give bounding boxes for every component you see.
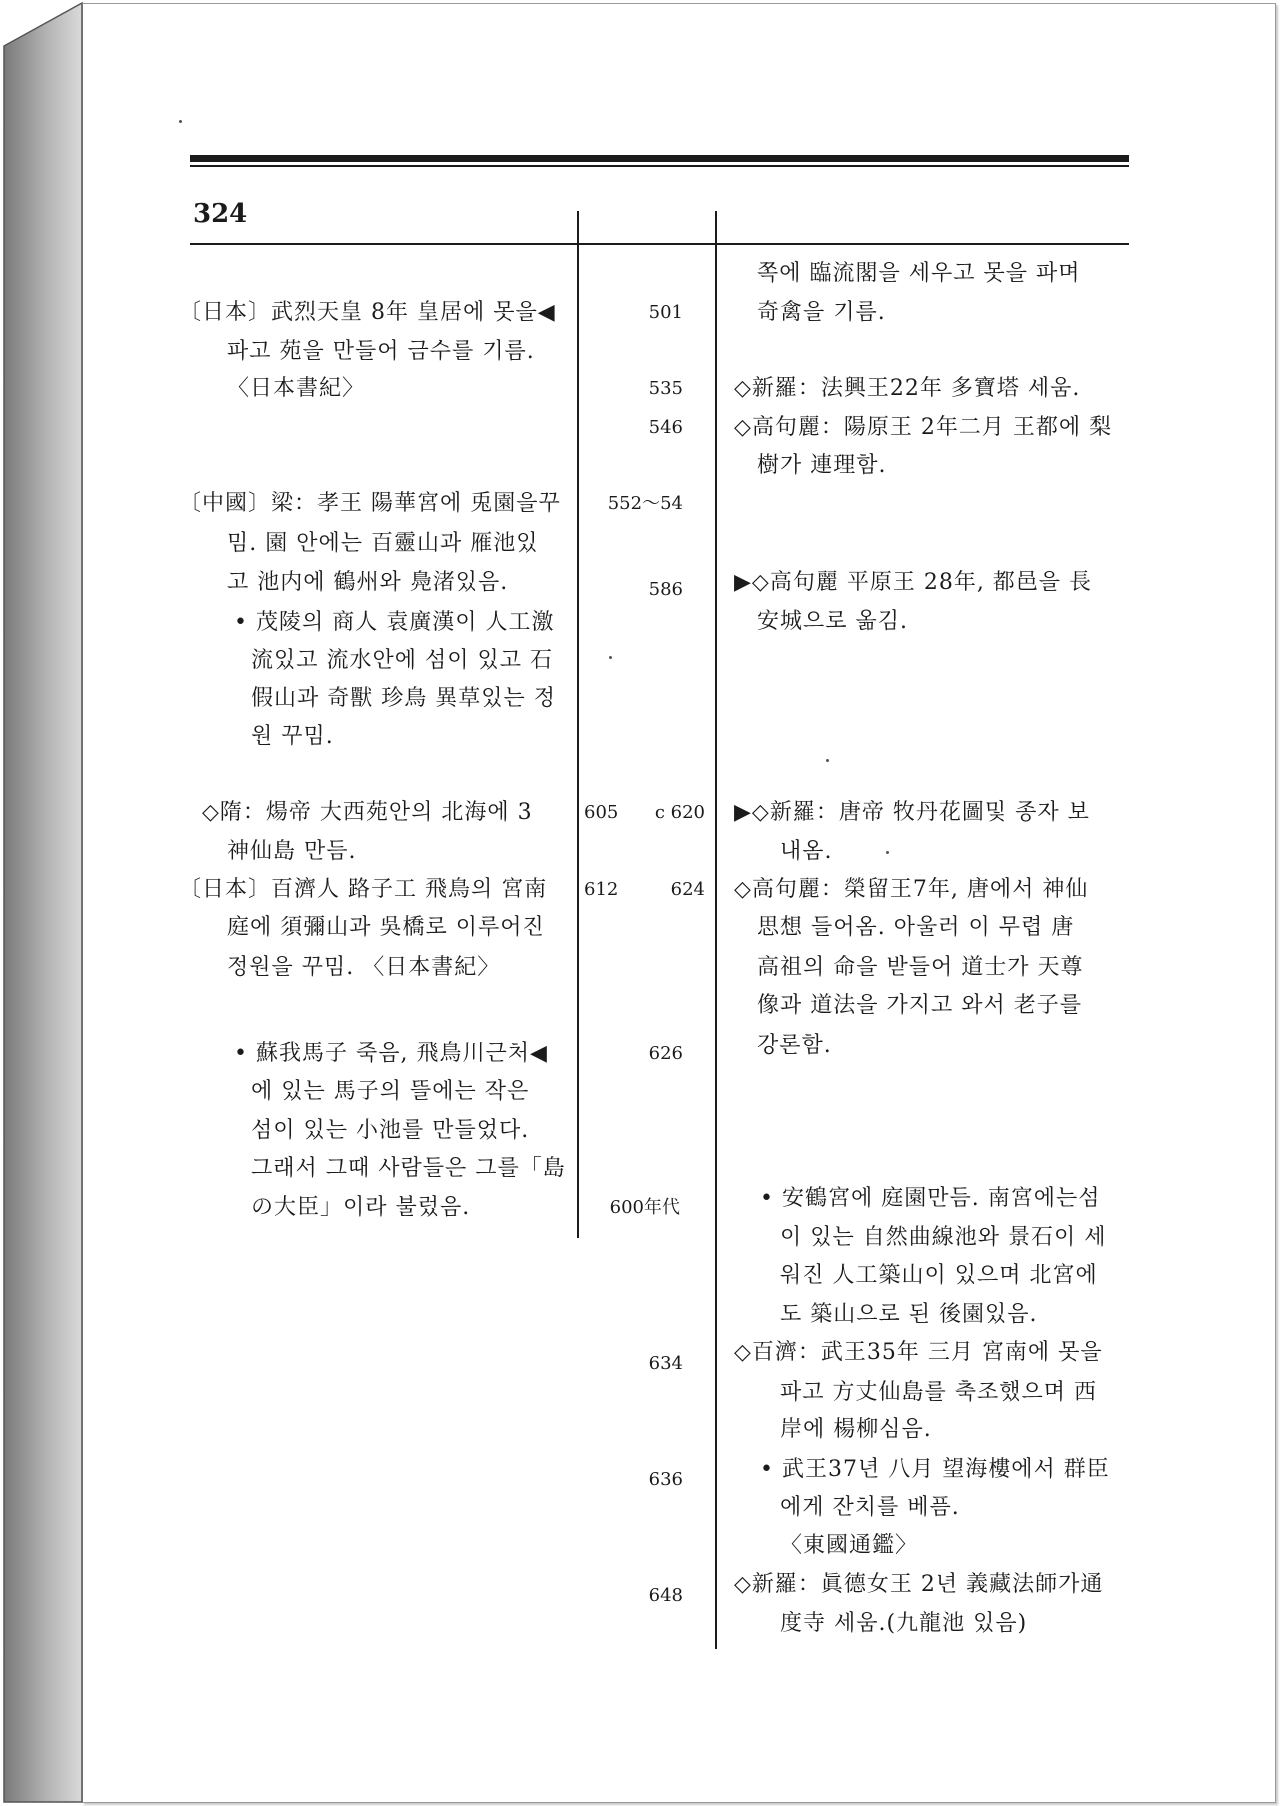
entry-line: 奇禽을 기름. <box>757 300 886 325</box>
left-column-divider <box>577 211 579 1238</box>
entry-line: 〔日本〕武烈天皇 8年 皇居에 못을◀ <box>179 300 556 325</box>
right-column-divider <box>715 211 717 1649</box>
header-double-rule-thin <box>190 165 1129 167</box>
entry-line: 도 築山으로 된 後園있음. <box>780 1302 1038 1327</box>
entry-line: 思想 들어옴. 아울러 이 무렵 唐 <box>757 915 1075 940</box>
scan-speck <box>886 851 889 854</box>
entry-line: 安城으로 옮김. <box>757 609 908 634</box>
year-label: c 620 <box>654 802 705 823</box>
entry-line: 파고 方丈仙島를 축조했으며 西 <box>780 1380 1097 1405</box>
entry-line: ◇新羅：眞德女王 2년 義藏法師가通 <box>734 1572 1104 1597</box>
year-label: 648 <box>648 1585 683 1606</box>
entry-line: 假山과 奇獸 珍鳥 異草있는 정 <box>251 686 556 711</box>
entry-line: 高祖의 命을 받들어 道士가 天尊 <box>757 955 1084 980</box>
scan-speck <box>826 759 829 762</box>
page-number: 324 <box>193 199 248 229</box>
entry-line: ◇百濟：武王35年 三月 宮南에 못을 <box>734 1340 1103 1365</box>
entry-line: 에 있는 馬子의 뜰에는 작은 <box>251 1079 530 1104</box>
year-label: 552～54 <box>607 493 683 514</box>
header-double-rule-thick <box>190 155 1129 162</box>
entry-line: 〔日本〕百濟人 路子工 飛鳥의 宮南 <box>179 877 548 902</box>
entry-line: 이 있는 自然曲線池와 景石이 세 <box>780 1225 1107 1250</box>
entry-line: 像과 道法을 가지고 와서 老子를 <box>757 993 1082 1018</box>
entry-line: ◇高句麗：陽原王 2年二月 王都에 梨 <box>734 415 1113 440</box>
entry-line: 그래서 그때 사람들은 그를「島 <box>251 1156 566 1181</box>
entry-line: 樹가 連理함. <box>757 453 887 478</box>
year-label: 535 <box>648 378 683 399</box>
year-label: 501 <box>648 302 683 323</box>
entry-line: • 安鶴宮에 庭園만듬. 南宮에는섬 <box>760 1186 1101 1211</box>
entry-line: 〈日本書紀〉 <box>227 376 366 401</box>
entry-line: 원 꾸밈. <box>251 724 334 749</box>
year-label: 624 <box>670 879 705 900</box>
year-label: 612 <box>584 879 619 900</box>
year-label: 636 <box>648 1469 683 1490</box>
entry-line: 쪽에 臨流閣을 세우고 못을 파며 <box>757 261 1081 286</box>
year-label: 600年代 <box>609 1197 680 1218</box>
entry-line: 度寺 세움.(九龍池 있음) <box>780 1611 1028 1636</box>
book-edge <box>0 0 90 1806</box>
entry-line: ▶◇高句麗 平原王 28年, 都邑을 長 <box>734 570 1093 595</box>
entry-line: 〈東國通鑑〉 <box>780 1533 919 1558</box>
scan-speck <box>179 120 182 123</box>
entry-line: の大臣」이라 불렀음. <box>251 1195 471 1220</box>
year-label: 586 <box>648 579 683 600</box>
entry-line: 岸에 楊柳심음. <box>780 1417 932 1442</box>
header-underline <box>190 243 1129 245</box>
year-label: 626 <box>648 1043 683 1064</box>
entry-line: ▶◇新羅：唐帝 牧丹花圖및 종자 보 <box>734 800 1090 825</box>
entry-line: 섬이 있는 小池를 만들었다. <box>251 1118 530 1143</box>
entry-line: 내옴. <box>780 839 833 864</box>
entry-line: 庭에 須彌山과 吳橋로 이루어진 <box>227 915 545 940</box>
entry-line: ◇新羅：法興王22年 多寶塔 세움. <box>734 376 1081 401</box>
entry-line: 고 池内에 鶴州와 鳧渚있음. <box>227 570 509 595</box>
year-label: 605 <box>584 802 619 823</box>
entry-line: 워진 人工築山이 있으며 北宮에 <box>780 1263 1098 1288</box>
entry-line: 강론함. <box>757 1033 832 1058</box>
entry-line: 정원을 꾸밈. 〈日本書紀〉 <box>227 955 501 980</box>
entry-line: 밈. 園 안에는 百靈山과 雁池있 <box>227 531 539 556</box>
entry-line: 에게 잔치를 베픔. <box>780 1495 960 1520</box>
entry-line: • 武王37년 八月 望海樓에서 群臣 <box>760 1457 1110 1482</box>
entry-line: 神仙島 만듬. <box>227 839 357 864</box>
year-label: 546 <box>648 417 683 438</box>
entry-line: • 蘇我馬子 죽음, 飛鳥川근처◀ <box>234 1041 548 1066</box>
year-label: 634 <box>648 1353 683 1374</box>
entry-line: ◇高句麗：榮留王7年, 唐에서 神仙 <box>734 877 1089 902</box>
entry-line: 파고 苑을 만들어 금수를 기름. <box>227 339 535 364</box>
scan-speck <box>609 656 612 659</box>
entry-line: 流있고 流水안에 섬이 있고 石 <box>251 648 553 673</box>
entry-line: ◇隋：煬帝 大西苑안의 北海에 3 <box>202 800 533 825</box>
entry-line: 〔中國〕梁：孝王 陽華宮에 兎園을꾸 <box>179 491 561 516</box>
entry-line: • 茂陵의 商人 袁廣漢이 人工激 <box>234 610 555 635</box>
